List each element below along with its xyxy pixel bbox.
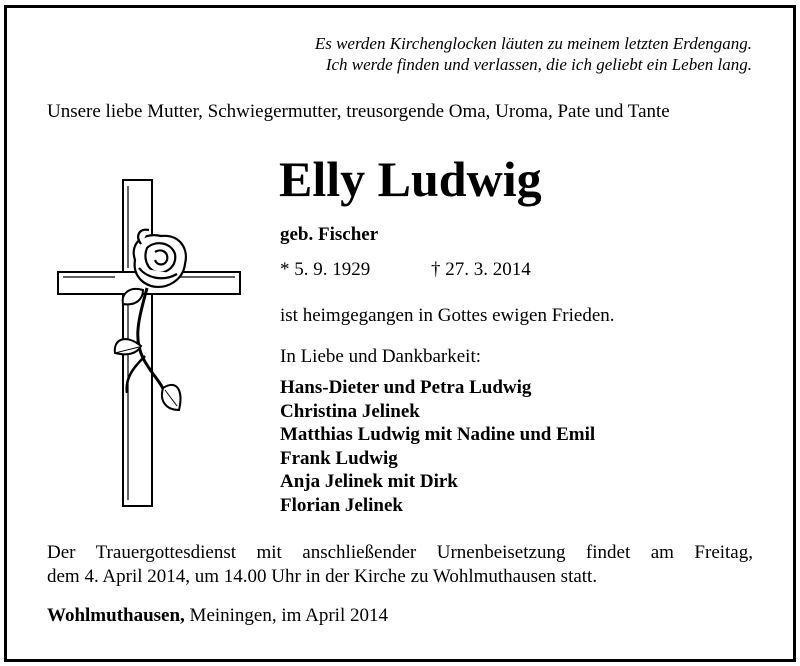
motto-verse [232,33,752,75]
mourner-entry: Matthias Ludwig mit Nadine und Emil [280,424,596,445]
place-and-date [47,605,388,627]
passed-away-text: ist heimgegangen in Gottes ewigen Frieden. [280,305,615,326]
mourner-entry: Anja Jelinek mit Dirk [280,471,458,492]
intro-text: Unsere liebe Mutter, Schwiegermutter, treusorgende Oma, Uroma, Pate und Tante [47,101,670,122]
mourner-entry: Frank Ludwig [280,447,398,469]
motto-line-2: Ich werde finden und verlassen, die ich geliebt ein Leben lang. [325,55,752,74]
life-dates [280,259,531,281]
place-town: Wohlmuthausen, [47,605,185,626]
mourners-list [280,376,595,517]
service-line-1: Der Trauergottesdienst mit anschließender Urnenbeisetzung findet am Freitag, [47,542,753,563]
mourner-entry: Christina Jelinek [280,400,420,422]
cross-with-rose-icon [55,178,245,513]
motto-line-1: Es werden Kirchenglocken läuten zu meinem letzten Erdengang. [314,34,752,53]
funeral-service-info [47,541,753,589]
death-date: † 27. 3. 2014 [431,259,531,280]
birth-date: * 5. 9. 1929 [280,259,371,280]
place-rest: Meiningen, im April 2014 [184,605,388,626]
service-line-2: dem 4. April 2014, um 14.00 Uhr in der Kirche zu Wohlmuthausen statt. [47,566,598,587]
mourner-entry: Hans-Dieter und Petra Ludwig [280,377,532,398]
born-name: geb. Fischer [280,224,379,245]
gratitude-text: In Liebe und Dankbarkeit: [280,346,482,367]
mourner-entry: Florian Jelinek [280,494,403,516]
deceased-name: Elly Ludwig [279,151,542,207]
